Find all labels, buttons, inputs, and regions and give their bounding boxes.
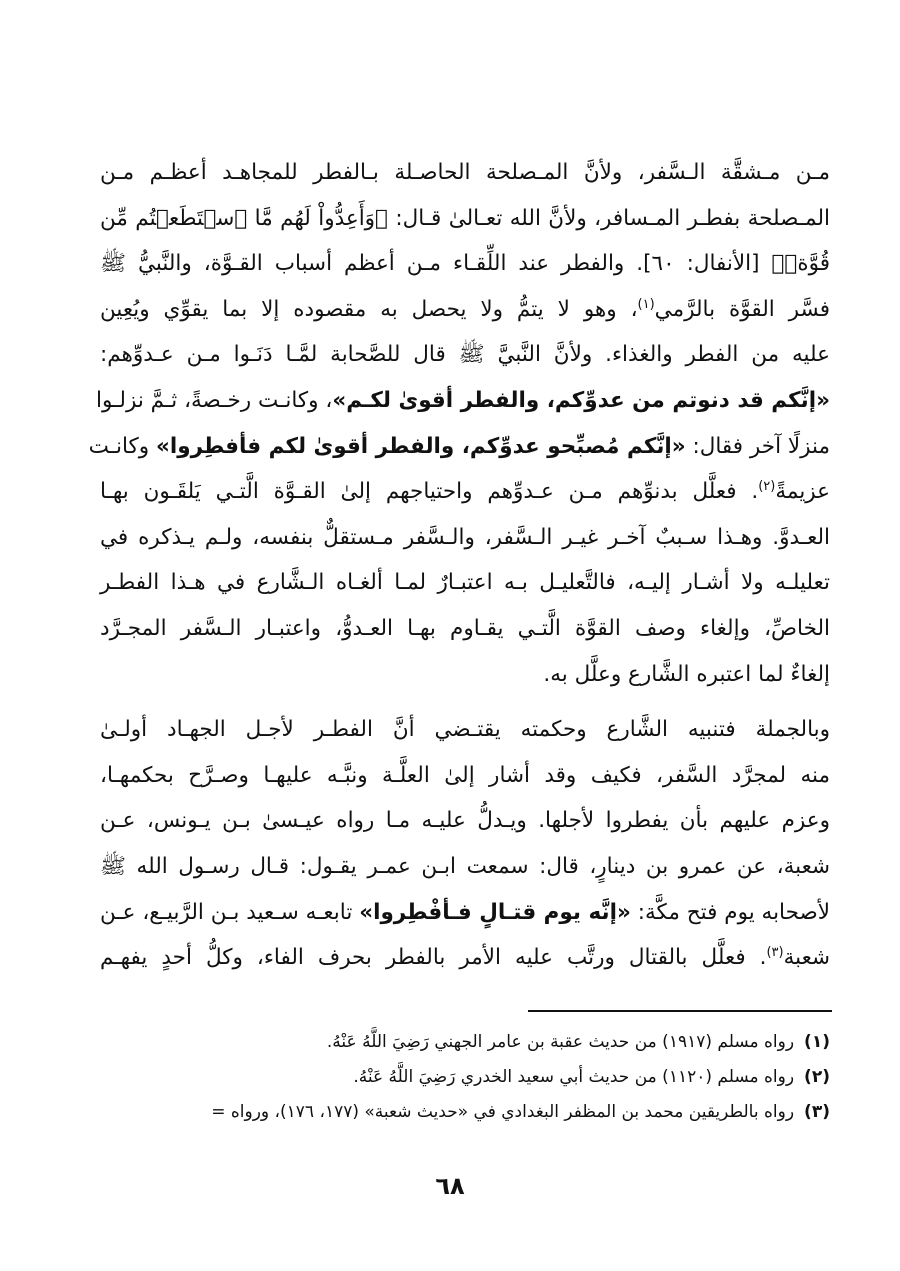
- text-line: وبالجملة فتنبيه الشَّارع وحكمته يقتـضي أنَّ الفطـر لأجـل الجهـاد أولـىٰ: [100, 717, 830, 743]
- text-line: [100, 287, 830, 333]
- footnote-divider: [528, 1010, 832, 1012]
- footnote: [100, 1025, 830, 1060]
- page-number: ٦٨: [435, 1172, 465, 1200]
- hadith-quote: «إنَّكم مُصبِّحو عدوِّكم، والفطر أقوىٰ لكم فأفطِروا»: [155, 433, 686, 459]
- footnote-number: (٣): [804, 1102, 830, 1122]
- text-line: عليه من الفطر والغذاء. ولأنَّ النَّبيَّ ﷺ قال للصَّحابة لمَّـا دَنَـوا مـن عـدوِّهم:: [100, 342, 830, 368]
- text-line: [96, 378, 830, 424]
- text-segment: وكانـت: [88, 433, 156, 459]
- text-line: [100, 890, 830, 936]
- text-segment: لأصحابه يوم فتح مكَّة:: [630, 899, 830, 925]
- footnote-marker: (٣): [766, 944, 784, 960]
- text-segment: منزلًا آخر فقال:: [685, 433, 830, 459]
- footnote-text: رواه مسلم (١١٢٠) من حديث أبي سعيد الخدري رَضِيَ اللَّهُ عَنْهُ.: [353, 1067, 795, 1087]
- text-line: العـدوَّ. وهـذا سـببٌ آخـر غيـر الـسَّفر، والـسَّفر مـستقلٌّ بنفسه، ولـم يـذكره في: [100, 524, 830, 550]
- text-line: منه لمجرَّد السَّفر، فكيف وقد أشار إلىٰ العلَّـة ونبَّـه عليهـا وصـرَّح بحكمهـا،: [100, 762, 830, 788]
- text-segment: فسَّر القوَّة بالرَّمي: [654, 296, 831, 322]
- text-line: وعزم عليهم بأن يفطروا لأجلها. ويـدلُّ عليـه مـا رواه عيـسىٰ بـن يـونس، عـن: [100, 808, 830, 834]
- footnote: [100, 1095, 830, 1130]
- hadith-quote: «إنَّه يوم قتـالٍ فـأفْطِروا»: [359, 899, 631, 925]
- main-text: [88, 150, 831, 981]
- text-line: [88, 424, 830, 470]
- text-line: تعليلـه ولا أشـار إليـه، فالتَّعليـل بـه اعتبـارٌ لمـا ألغـاه الـشَّارع في هـذا الفطـر: [100, 570, 830, 596]
- text-segment: تابعـه سـعيد بـن الرَّبيـع، عـن: [100, 899, 360, 925]
- footnote-number: (٢): [804, 1067, 830, 1087]
- text-line: الخاصِّ، وإلغاء وصف القوَّة الَّتـي يقـاوم بهـا العـدوُّ، واعتبـار الـسَّفر المجـرَّد: [100, 615, 830, 641]
- text-line: مـن مـشقَّة الـسَّفر، ولأنَّ المـصلحة الحاصـلة بـالفطر للمجاهـد أعظـم مـن: [100, 160, 830, 185]
- text-segment: . فعلَّل بالقتال ورتَّب عليه الأمر بالفطر بحرف الفاء، وكلُّ أحدٍ يفهـم: [100, 945, 767, 971]
- footnote-marker: (٢): [758, 479, 776, 494]
- text-segment: . فعلَّل بدنوِّهم مـن عـدوِّهم واحتياجهم إلىٰ القـوَّة الَّتـي يَلقَـون بهـا: [100, 479, 759, 505]
- text-line: المـصلحة بفطـر المـسافر، ولأنَّ الله تعـالىٰ قـال: ﴿وَأَعِدُّواْ لَهُم مَّا ٱسۡتَطَعۡتُم مِّن: [100, 205, 830, 231]
- text-segment: ، وكانـت رخـصةً، ثـمَّ نزلـوا: [96, 387, 333, 413]
- text-segment: عزيمةً: [775, 479, 830, 505]
- footnote-marker: (١): [637, 296, 655, 312]
- text-line: [100, 469, 830, 515]
- text-line: إلغاءٌ لما اعتبره الشَّارع وعلَّل به.: [543, 661, 830, 687]
- text-line: شعبة، عن عمرو بن دينارٍ، قال: سمعت ابـن عمـر يقـول: قـال رسـول الله ﷺ: [100, 853, 830, 879]
- footnote-text: رواه مسلم (١٩١٧) من حديث عقبة بن عامر الجهني رَضِيَ اللَّهُ عَنْهُ.: [326, 1032, 795, 1052]
- text-line: [100, 935, 830, 981]
- footnotes: [100, 1025, 830, 1130]
- text-segment: ، وهو لا يتمُّ ولا يحصل به مقصوده إلا بما يقوِّي ويُعِين: [100, 296, 638, 322]
- footnote-text: رواه بالطريقين محمد بن المظفر البغدادي في «حديث شعبة» (١٧٧، ١٧٦)، ورواه =: [211, 1102, 795, 1122]
- footnote-number: (١): [804, 1032, 830, 1052]
- text-segment: شعبة: [783, 945, 830, 971]
- text-line: قُوَّةٖ﴾ [الأنفال: ٦٠]. والفطر عند اللِّقـاء مـن أعظم أسباب القـوَّة، والنَّبيُّ ﷺ: [100, 251, 830, 277]
- hadith-quote: «إنَّكم قد دنوتم من عدوِّكم، والفطر أقوىٰ لكـم»: [332, 387, 830, 413]
- footnote: [100, 1060, 830, 1095]
